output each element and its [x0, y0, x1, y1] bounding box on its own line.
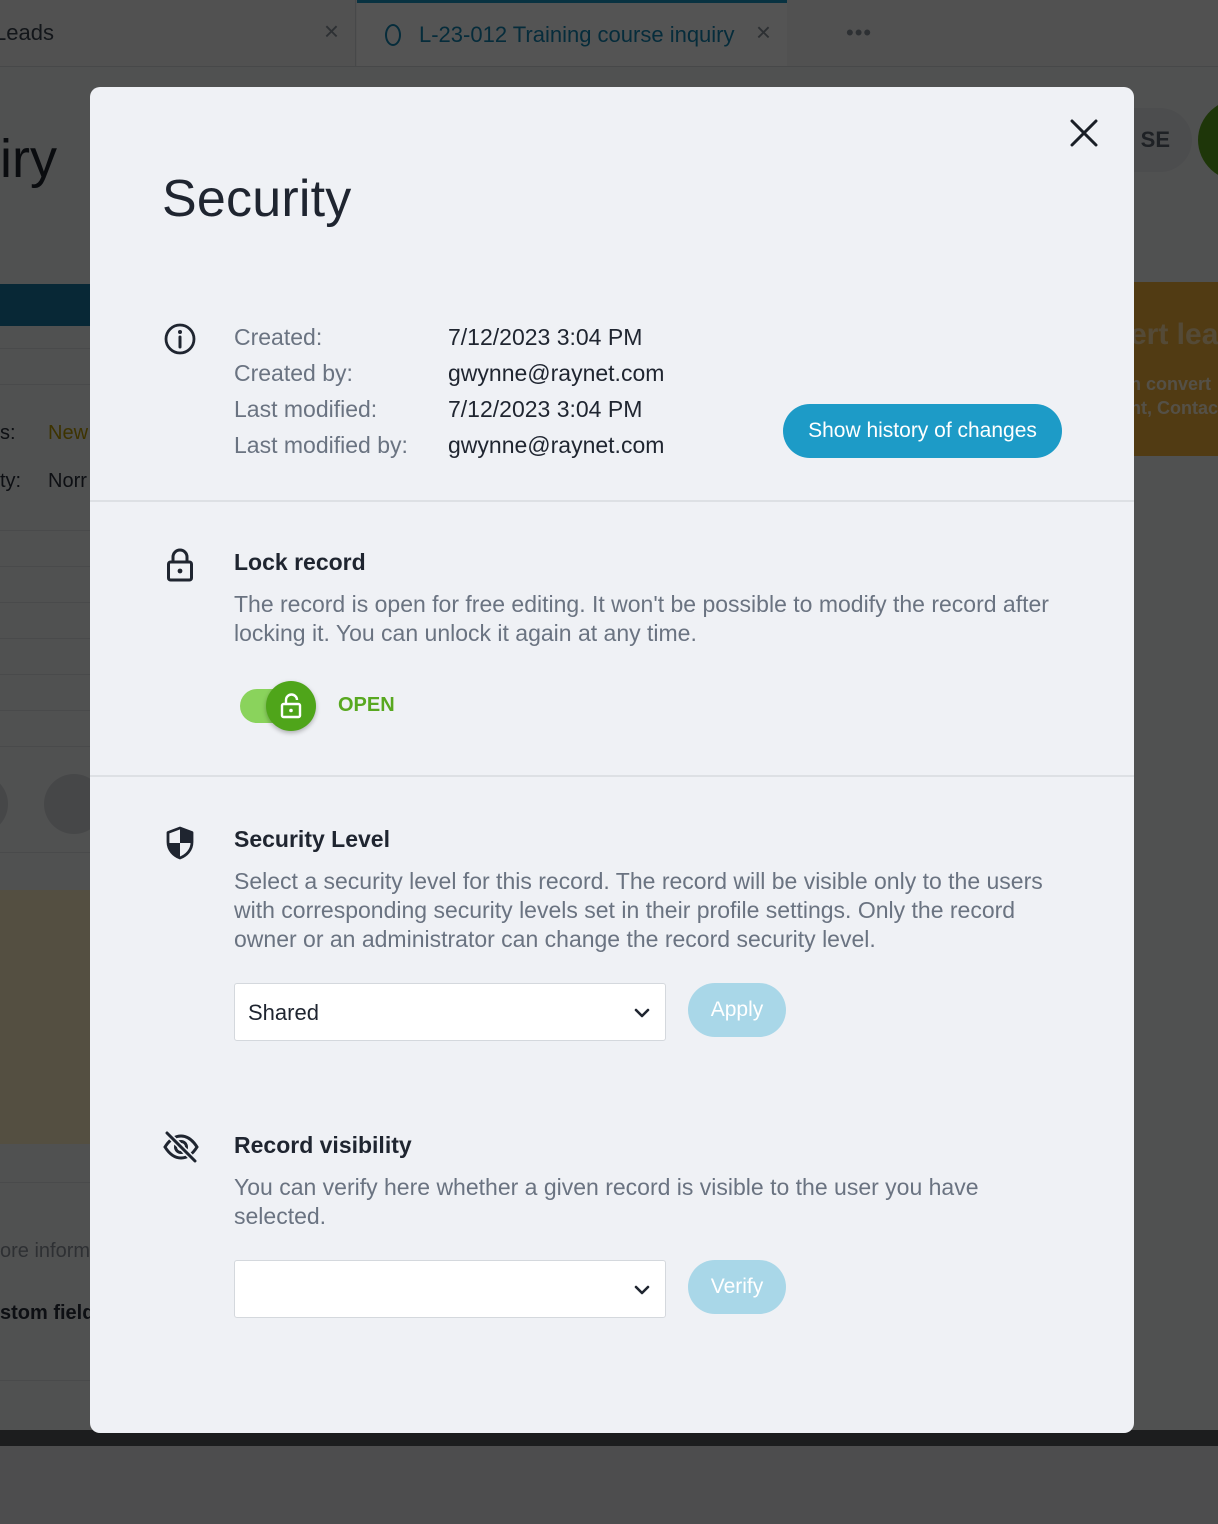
unlocked-icon: [266, 681, 316, 731]
info-label: Created by:: [234, 359, 353, 386]
record-visibility-description: You can verify here whether a given record is visible to the user you have selected.: [234, 1174, 979, 1229]
info-icon: [162, 321, 198, 357]
shield-icon: [162, 825, 198, 861]
info-label: Created:: [234, 323, 323, 350]
record-visibility-heading: Record visibility: [234, 1132, 412, 1158]
section-divider: [90, 500, 1134, 502]
close-icon[interactable]: [1068, 117, 1100, 149]
security-level-heading: Security Level: [234, 826, 390, 852]
lock-icon: [162, 547, 198, 583]
lock-status-label: OPEN: [338, 694, 395, 716]
chevron-down-icon: [633, 1281, 651, 1304]
lock-record-description: The record is open for free editing. It won't be possible to modify the record after locking it. You can unlock it again at any time.: [234, 591, 1049, 646]
info-row-created: [234, 319, 664, 355]
info-value: gwynne@raynet.com: [448, 359, 665, 386]
user-select[interactable]: [234, 1260, 666, 1318]
info-value: 7/12/2023 3:04 PM: [448, 395, 643, 422]
info-label: Last modified by:: [234, 431, 408, 458]
verify-button[interactable]: Verify: [688, 1260, 786, 1314]
security-level-select[interactable]: [234, 983, 666, 1041]
info-value: gwynne@raynet.com: [448, 431, 665, 458]
info-row-last-modified: [234, 391, 664, 427]
info-label: Last modified:: [234, 395, 378, 422]
security-level-selected: Shared: [248, 1000, 319, 1025]
chevron-down-icon: [633, 1004, 651, 1027]
lock-record-heading: Lock record: [234, 549, 366, 575]
security-modal: [90, 87, 1134, 1433]
record-info-table: [234, 319, 664, 463]
apply-button[interactable]: Apply: [688, 983, 786, 1037]
lock-record-toggle[interactable]: [240, 681, 318, 733]
security-level-description: Select a security level for this record. The record will be visible only to the users with corresponding security levels set in their profile settings. Only the record owner or an administrator can change the record security level.: [234, 868, 1043, 952]
show-history-button[interactable]: Show history of changes: [783, 404, 1062, 458]
modal-title: Security: [162, 170, 352, 228]
info-value: 7/12/2023 3:04 PM: [448, 323, 643, 350]
info-row-last-modified-by: [234, 427, 664, 463]
eye-off-icon: [162, 1129, 198, 1165]
info-row-created-by: [234, 355, 664, 391]
section-divider: [90, 775, 1134, 777]
